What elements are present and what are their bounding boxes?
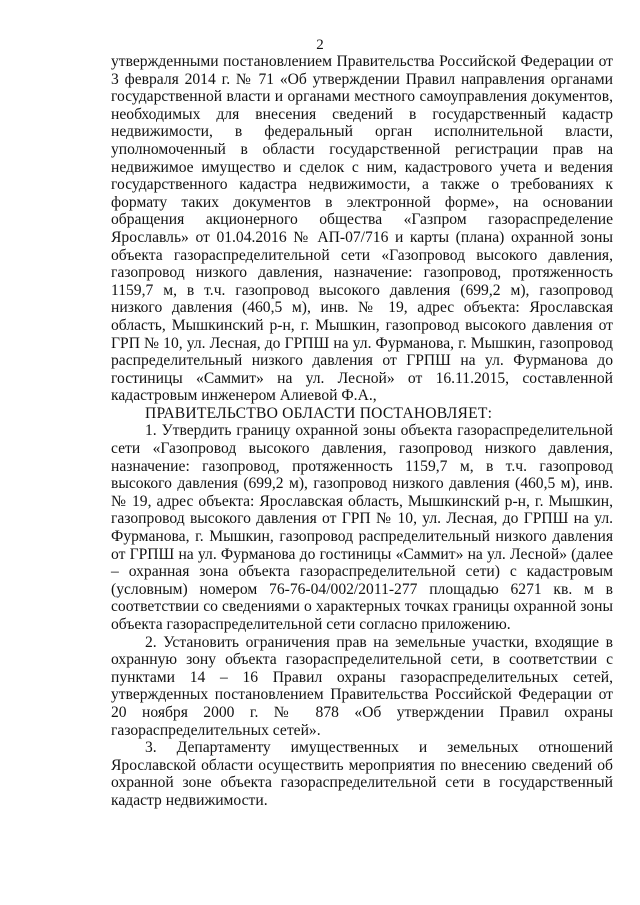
page-number: 2: [316, 37, 324, 53]
resolution-item-3: 3. Департаменту имущественных и земельных отношений Ярославской области осуществить мероприятия по внесению сведений об охранной зоне объекта газораспределительной сети в государственный кадастр недвижимости.: [111, 739, 613, 809]
resolution-item-1: 1. Утвердить границу охранной зоны объекта газораспределительной сети «Газопровод высокого давления, газопровод низкого давления, назначение: газопровод, протяженность 1159,7 м, в т.ч. газопровод высокого давления (699,2 м), газопровод низкого давления (460,5 м), инв. № 19, адрес объекта: Ярославская область, Мышкинский р-н, г. Мышкин, газопровод высокого давления от ГРП № 10, ул. Лесная, до ГРПШ на ул. Фурманова, г. Мышкин, газопровод распределительный низкого давления от ГРПШ на ул. Фурманова до гостиницы «Саммит» на ул. Лесной» (далее – охранная зона объекта газораспределительной сети) с кадастровым (условным) номером 76-76-04/002/2011-277 площадью 6271 кв. м в соответствии со сведениями о характерных точках границы охранной зоны объекта газораспределительной сети согласно приложению.: [111, 422, 613, 633]
resolution-heading: ПРАВИТЕЛЬСТВО ОБЛАСТИ ПОСТАНОВЛЯЕТ:: [145, 404, 493, 422]
document-body: [111, 53, 613, 810]
resolution-item-2: 2. Установить ограничения прав на земельные участки, входящие в охранную зону объекта газораспределительной сети, в соответствии с пунктами 14 – 16 Правил охраны газораспределительных сетей, утвержденных постановлением Правительства Российской Федерации от 20 ноября 2000 г. № 878 «Об утверждении Правил охраны газораспределительных сетей».: [111, 633, 613, 739]
intro-paragraph: утвержденными постановлением Правительства Российской Федерации от 3 февраля 2014 г. № 71 «Об утверждении Правил направления органами государственной власти и органами местного самоуправления документов, необходимых для внесения сведений в государственный кадастр недвижимости, в федеральный орган исполнительной власти, уполномоченный в области государственной регистрации прав на недвижимое имущество и сделок с ним, кадастрового учета и ведения государственного кадастра недвижимости, а также о требованиях к формату таких документов в электронной форме», на основании обращения акционерного общества «Газпром газораспределение Ярославль» от 01.04.2016 № АП-07/716 и карты (плана) охранной зоны объекта газораспределительной сети «Газопровод высокого давления, газопровод низкого давления, назначение: газопровод, протяженность 1159,7 м, в т.ч. газопровод высокого давления (699,2 м), газопровод низкого давления (460,5 м), инв. № 19, адрес объекта: Ярославская область, Мышкинский р-н, г. Мышкин, газопровод высокого давления от ГРП № 10, ул. Лесная, до ГРПШ на ул. Фурманова, г. Мышкин, газопровод распределительный низкого давления от ГРПШ на ул. Фурманова до гостиницы «Саммит» на ул. Лесной» от 16.11.2015, составленной кадастровым инженером Алиевой Ф.А.,: [111, 53, 613, 405]
